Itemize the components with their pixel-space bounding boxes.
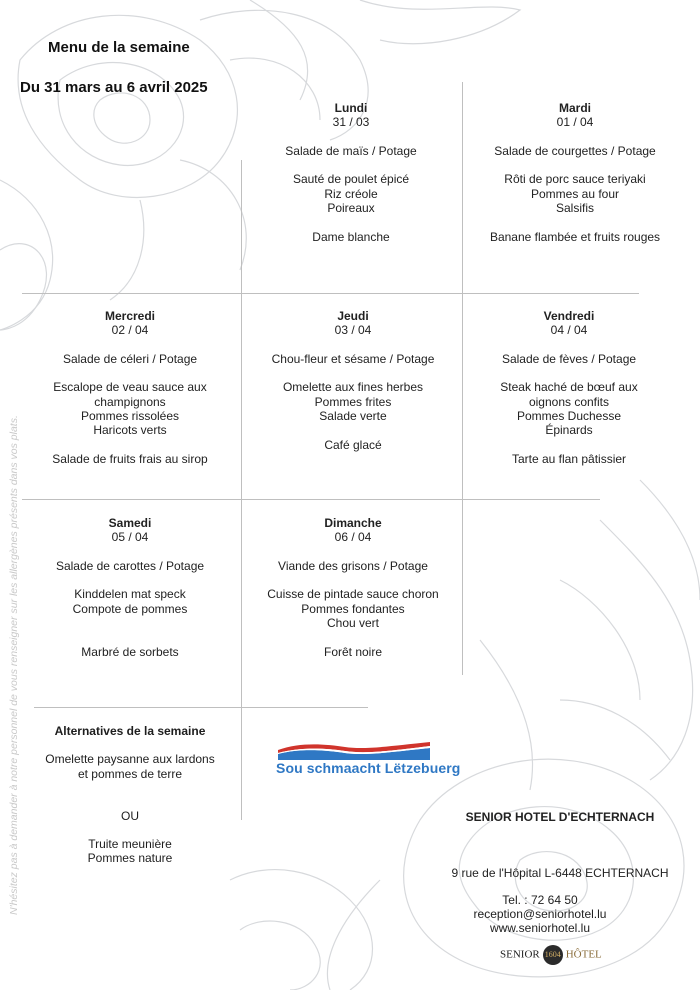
flag-swoosh-icon (270, 736, 435, 762)
side-dish: Salsifis (555, 201, 594, 216)
day-tuesday (465, 101, 685, 244)
day-name: Lundi (334, 101, 368, 115)
starter: Salade de céleri / Potage (62, 351, 198, 366)
main-dish: Steak haché de bœuf aux (500, 380, 638, 395)
hotel-email[interactable]: reception@seniorhotel.lu (473, 907, 607, 921)
side-dish: Pommes fondantes (301, 601, 405, 616)
dessert: Tarte au flan pâtissier (511, 451, 627, 466)
side-dish: Haricots verts (93, 423, 167, 438)
side-dish: Épinards (545, 423, 593, 438)
day-thursday (243, 309, 463, 452)
day-saturday (20, 516, 240, 659)
dessert: Marbré de sorbets (81, 644, 179, 659)
day-date: 04 / 04 (550, 323, 588, 338)
main-dish: Kinddelen mat speck (74, 587, 186, 602)
day-name: Mercredi (104, 309, 156, 323)
brand-logo-text: Sou schmaacht Lëtzebuerg (276, 760, 461, 776)
alternatives-separator: OU (121, 808, 139, 823)
dessert: Forêt noire (323, 644, 383, 659)
day-date: 06 / 04 (334, 530, 372, 545)
day-date: 02 / 04 (111, 323, 149, 338)
starter: Salade de maïs / Potage (285, 143, 417, 158)
side-dish: Riz créole (324, 186, 378, 201)
menu-title: Menu de la semaine (48, 39, 190, 56)
alternatives-section (20, 724, 240, 866)
day-name: Mardi (558, 101, 591, 115)
main-dish: Rôti de porc sauce teriyaki (504, 172, 646, 187)
logo-word-senior: SENIOR (500, 948, 540, 961)
grid-line-horizontal-1 (22, 293, 639, 294)
side-dish: Salade verte (319, 409, 387, 424)
starter: Chou-fleur et sésame / Potage (271, 351, 435, 366)
hotel-name: SENIOR HOTEL D'ECHTERNACH (465, 810, 655, 824)
side-dish: Pommes frites (314, 394, 392, 409)
alternative-option: Pommes nature (87, 851, 173, 866)
day-date: 03 / 04 (334, 323, 372, 338)
dessert: Banane flambée et fruits rouges (489, 229, 661, 244)
alternative-option: Truite meunière (88, 837, 172, 852)
day-date: 31 / 03 (332, 115, 370, 130)
day-sunday (243, 516, 463, 659)
hotel-address: 9 rue de l'Hôpital L-6448 ECHTERNACH (451, 866, 669, 880)
hotel-website[interactable]: www.seniorhotel.lu (489, 921, 591, 935)
alternative-option: Omelette paysanne aux lardons (45, 752, 215, 767)
starter: Salade de fèves / Potage (501, 351, 637, 366)
side-dish: Poireaux (327, 201, 375, 216)
day-friday (459, 309, 679, 466)
main-dish: champignons (94, 394, 166, 409)
side-dish: Compote de pommes (72, 601, 188, 616)
dessert: Café glacé (324, 437, 382, 452)
main-dish: Sauté de poulet épicé (292, 172, 410, 187)
grid-line-vertical-1 (241, 160, 242, 820)
day-date: 01 / 04 (556, 115, 594, 130)
day-monday (241, 101, 461, 244)
hotel-phone: Tel. : 72 64 50 (502, 893, 578, 907)
day-name: Vendredi (543, 309, 595, 323)
logo-word-hotel: HÔTEL (565, 948, 602, 961)
main-dish: Escalope de veau sauce aux (53, 380, 207, 395)
day-wednesday (20, 309, 240, 466)
starter: Salade de courgettes / Potage (494, 143, 656, 158)
starter: Salade de carottes / Potage (55, 558, 205, 573)
day-name: Dimanche (324, 516, 382, 530)
side-dish: Pommes rissolées (80, 409, 180, 424)
grid-line-horizontal-2 (22, 499, 600, 500)
day-name: Samedi (108, 516, 152, 530)
main-dish: Cuisse de pintade sauce choron (267, 587, 439, 602)
brand-logo (270, 736, 461, 784)
allergen-note: N'hésitez pas à demander à notre personnel de vous renseigner sur les allergènes présents dans vos plats. (8, 415, 20, 915)
logo-badge: 1604 (543, 945, 563, 965)
main-dish: oignons confits (528, 394, 610, 409)
dessert: Dame blanche (312, 229, 390, 244)
senior-hotel-logo (500, 945, 602, 965)
main-dish: Omelette aux fines herbes (282, 380, 424, 395)
dessert: Salade de fruits frais au sirop (52, 451, 208, 466)
menu-period: Du 31 mars au 6 avril 2025 (20, 79, 208, 96)
alternative-option: et pommes de terre (77, 766, 183, 781)
side-dish: Pommes au four (530, 186, 620, 201)
alternatives-title: Alternatives de la semaine (54, 724, 206, 738)
day-date: 05 / 04 (111, 530, 149, 545)
side-dish: Chou vert (326, 616, 380, 631)
starter: Viande des grisons / Potage (278, 558, 428, 573)
day-name: Jeudi (337, 309, 369, 323)
grid-line-horizontal-3 (34, 707, 368, 708)
side-dish: Pommes Duchesse (516, 409, 622, 424)
